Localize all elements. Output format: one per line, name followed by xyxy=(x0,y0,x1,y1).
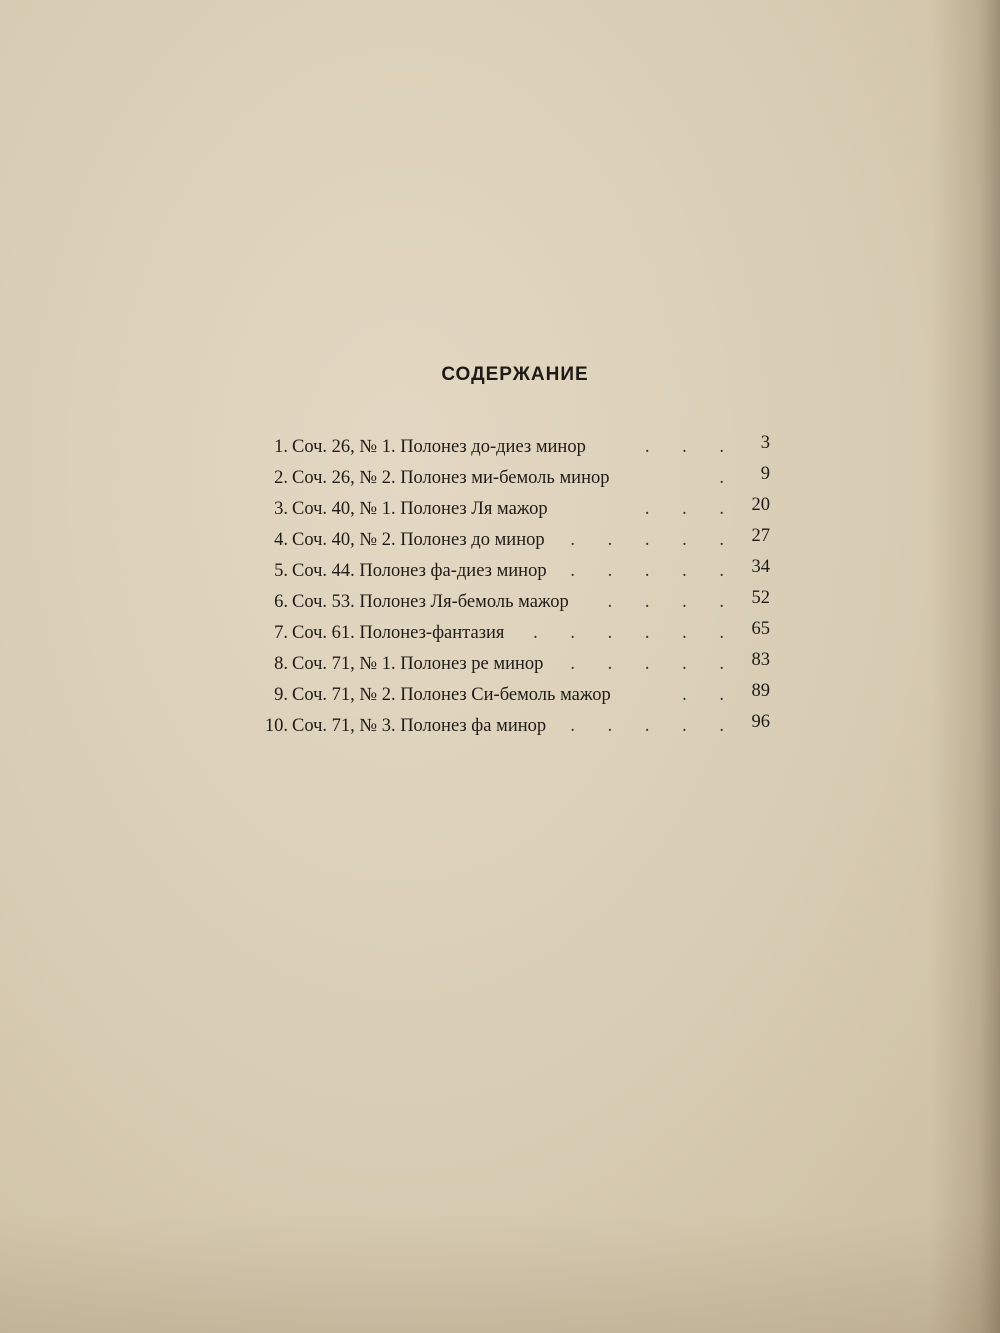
entry-page-number: 83 xyxy=(751,650,770,670)
entry-title: Соч. 71, № 3. Полонез фа минор xyxy=(292,716,547,736)
leader-dots: . . . xyxy=(644,437,738,457)
leader-dots: . . . . . . xyxy=(533,623,738,643)
page-edge-shadow xyxy=(930,0,1000,1333)
leader-dots: . . . . . xyxy=(570,530,738,550)
entry-title: Соч. 53. Полонез Ля-бемоль мажор xyxy=(292,592,569,612)
leader-dots: . xyxy=(719,468,738,488)
entry-number: 9. xyxy=(274,685,288,705)
toc-entry xyxy=(258,680,798,711)
entry-title: Соч. 26, № 1. Полонез до-диез минор xyxy=(292,437,586,457)
entry-number: 2. xyxy=(274,468,288,488)
leader-dots: . . . xyxy=(644,499,738,519)
entry-title: Соч. 61. Полонез-фантазия xyxy=(292,623,505,643)
entry-number: 8. xyxy=(274,654,288,674)
entry-page-number: 34 xyxy=(751,557,770,577)
entry-title: Соч. 40, № 2. Полонез до минор xyxy=(292,530,545,550)
toc-entry xyxy=(258,432,798,463)
entry-page-number: 3 xyxy=(760,433,770,453)
entry-title: Соч. 71, № 2. Полонез Си-бемоль мажор xyxy=(292,685,611,705)
entry-page-number: 96 xyxy=(751,712,770,732)
page-title: СОДЕРЖАНИЕ xyxy=(441,364,589,385)
page-bottom-shadow xyxy=(0,1213,1000,1333)
entry-number: 10. xyxy=(264,716,288,736)
toc-entry xyxy=(258,587,798,618)
entry-title: Соч. 26, № 2. Полонез ми-бемоль минор xyxy=(292,468,610,488)
entry-number: 4. xyxy=(274,530,288,550)
toc-entry xyxy=(258,556,798,587)
entry-page-number: 52 xyxy=(751,588,770,608)
entry-number: 5. xyxy=(274,561,288,581)
toc-entry xyxy=(258,618,798,649)
toc-entry xyxy=(258,463,798,494)
entry-number: 6. xyxy=(274,592,288,612)
leader-dots: . . . . . xyxy=(570,716,738,736)
entry-number: 1. xyxy=(274,437,288,457)
entry-number: 3. xyxy=(274,499,288,519)
entry-page-number: 9 xyxy=(760,464,770,484)
leader-dots: . . xyxy=(682,685,738,705)
toc-entry xyxy=(258,711,798,742)
toc-entry xyxy=(258,494,798,525)
entry-page-number: 65 xyxy=(751,619,770,639)
entry-title: Соч. 40, № 1. Полонез Ля мажор xyxy=(292,499,548,519)
leader-dots: . . . . xyxy=(607,592,738,612)
entry-page-number: 20 xyxy=(751,495,770,515)
entry-number: 7. xyxy=(274,623,288,643)
leader-dots: . . . . . xyxy=(570,561,738,581)
table-of-contents xyxy=(258,432,798,742)
toc-entry xyxy=(258,649,798,680)
entry-page-number: 89 xyxy=(751,681,770,701)
toc-entry xyxy=(258,525,798,556)
entry-page-number: 27 xyxy=(751,526,770,546)
leader-dots: . . . . . xyxy=(570,654,738,674)
entry-title: Соч. 44. Полонез фа-диез минор xyxy=(292,561,547,581)
entry-title: Соч. 71, № 1. Полонез ре минор xyxy=(292,654,544,674)
